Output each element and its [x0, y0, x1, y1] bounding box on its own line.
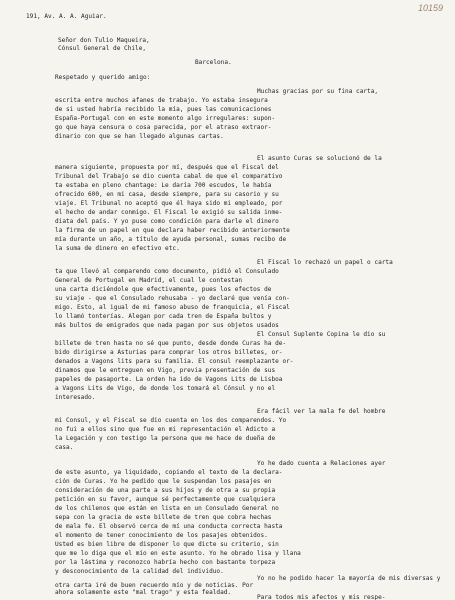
text-line: denados a Vagons lits para su familia. El consul reemplazante or- — [55, 358, 294, 365]
text-line: diata del país. Y yo puse como condición para darle el dinero — [55, 218, 279, 225]
text-line: una carta diciéndole que efectivamente, pues los efectos de — [55, 286, 272, 293]
text-line: y desconocimiento de la calidad del individuo. — [55, 568, 224, 575]
salutation: Respetado y querido amigo: — [55, 74, 151, 81]
text-line: ción de Curas. Yo he pedido que le suspendan los pasajes en — [55, 478, 272, 485]
text-line: Tribunal del Trabajo se dio cuenta cabal de que el comparativo — [55, 173, 283, 180]
text-line: Yo he dado cuenta a Relaciones ayer — [257, 460, 386, 467]
text-line: dinario con que se han llegado algunas cartas. — [55, 133, 224, 140]
addressee-name: Señor don Tulio Maqueira, — [58, 37, 150, 44]
text-line: viaje. El Tribunal no aceptó que él haya sido mi empleado, por — [55, 200, 283, 207]
text-line: billete de tren hasta no sé que punto, desde donde Curas ha de- — [55, 340, 287, 347]
text-line: el hecho de andar conmigo. El Fiscal le exigió su salida inme- — [55, 209, 283, 216]
text-line: ta que llevó al comparendo como documento, pidió el Consulado — [55, 268, 279, 275]
addressee-title: Cónsul General de Chile, — [58, 45, 147, 52]
text-line: Para todos mis afectos y mis respe- — [257, 594, 386, 600]
text-line: mía durante un año, a título de ayuda personal, sumas recibo de — [55, 236, 287, 243]
text-line: consideración de una parte a sus hijos y de otra a su propia — [55, 487, 276, 494]
text-line: ahora solamente este "mal trago" y esta fealdad. — [55, 589, 232, 596]
text-line: ofrecido 600, en mi casa, desde siempre, para su casorio y su — [55, 191, 279, 198]
text-line: dinamos que le entreguen en Vigo, previa presentación de sus — [55, 367, 276, 374]
text-line: interesado. — [55, 394, 96, 401]
text-line: Usted es bien libre de disponer lo que dicte su criterio, sin — [55, 541, 279, 548]
text-line: de si usted habría recibido la mía, pues las comunicaciones — [55, 106, 272, 113]
text-line: por la lástima y reconozco habría hecho con bastante torpeza — [55, 559, 276, 566]
text-line: lo llamó tonterías. Alegan por cada tren de España bultos y — [55, 313, 272, 320]
folio-number: 10159 — [417, 3, 443, 13]
text-line: manera siguiente, propuesta por mí, después que el Fiscal del — [55, 164, 279, 171]
text-line: El Fiscal lo rechazó un papel o carta — [257, 259, 393, 266]
sender-address: 191, Av. A. A. Aguiar. — [26, 13, 107, 20]
text-line: Muchas gracias por su fina carta, — [257, 88, 379, 95]
text-line: petición en su favor, aunque sé perfectamente que cualquiera — [55, 496, 276, 503]
text-line: la firma de un papel en que declara haber recibido anteriormente — [55, 227, 290, 234]
text-line: mi Consul, y el Fiscal se dio cuenta en los dos comparendos. Yo — [55, 417, 287, 424]
text-line: General de Portugal en Madrid, el cual le contestan — [55, 277, 243, 284]
text-line: que me lo diga que el mío en este asunto. Yo he obrado lisa y llana — [55, 550, 301, 557]
text-line: la Legación y con testigo la persona que me hace de dueña de — [55, 435, 276, 442]
addressee-city: Barcelona. — [195, 59, 232, 66]
text-line: casa. — [55, 444, 74, 451]
text-line: escrita entre muchos afanes de trabajo. Yo estaba insegura — [55, 97, 268, 104]
text-line: de los chilenos que están en lista en un Consulado General no — [55, 505, 279, 512]
text-line: el momento de tener conocimiento de los pasajes obtenidos. — [55, 532, 268, 539]
text-line: no fui a ellos sino que fue en mi representación el Adicto a — [55, 426, 276, 433]
text-line: la suma de dinero en efectivo etc. — [55, 245, 180, 252]
text-line: ta estaba en pleno chantage: Le daría 700 escudos, le había — [55, 182, 272, 189]
text-line: a Vagons Lits de Vigo, de donde los tomará el Cónsul y no el — [55, 385, 276, 392]
text-line: sepa con la gracia de este billete de tren que cobra hechas — [55, 514, 272, 521]
text-line: otra carta iré de buen recuerdo mío y de noticias. Por — [55, 582, 254, 589]
text-line: de mala fe. El observó cerca de mí una conducta correcta hasta — [55, 523, 283, 530]
text-line: El asunto Curas se solucionó de la — [257, 155, 382, 162]
text-line: su viaje - que el Consulado rehusaba - yo declaré que venía con- — [55, 295, 290, 302]
text-line: más bultos de emigrados que nada pagan por sus objetos usados — [55, 322, 279, 329]
text-line: papeles de pasaporte. La orden ha ido de Vagons Lits de Lisboa — [55, 376, 283, 383]
text-line: Era fácil ver la mala fe del hombre — [257, 408, 386, 415]
text-line: España-Portugal con en este momento algo irregulares: supon- — [55, 115, 276, 122]
text-line: migo. Esto, al igual de mi famoso abuso de franquicia, el Fiscal — [55, 304, 290, 311]
text-line: de este asunto, ya liquidado, copiando el texto de la declara- — [55, 469, 283, 476]
text-line: go que haya censura o cosa parecida, por el atraso extraor- — [55, 124, 272, 131]
text-line: El Consul Suplente Copina le dio su — [257, 331, 386, 338]
text-line: bido dirigirse a Asturias para comprar los otros billetes, or- — [55, 349, 283, 356]
text-line: Yo no he podido hacer la mayoría de mis diversas y — [257, 575, 441, 582]
